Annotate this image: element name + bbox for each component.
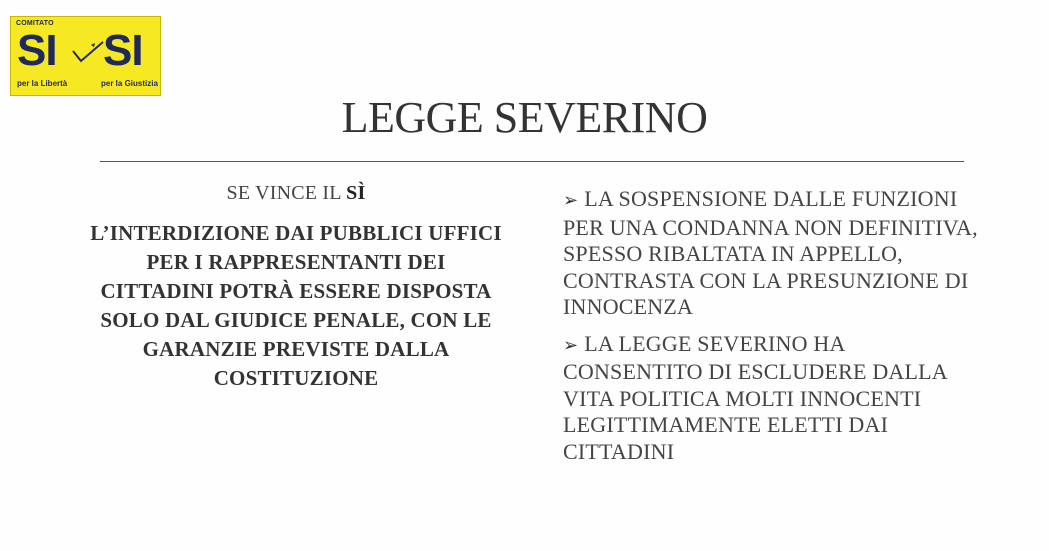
se-vince-prefix: SE VINCE IL: [226, 182, 347, 204]
bullet-item: [563, 331, 983, 466]
bullet-text: LA LEGGE SEVERINO HA CONSENTITO DI ESCLUDERE DALLA VITA POLITICA MOLTI INNOCENTI LEGITTIMAMENTE ELETTI DAI CITTADINI: [563, 330, 947, 464]
bullet-item: [563, 186, 983, 321]
right-column: [563, 186, 983, 475]
logo-sub-left: per la Libertà: [17, 79, 68, 88]
comitato-logo: [10, 16, 161, 96]
logo-si-left: SI: [17, 26, 57, 75]
se-vince-heading: [90, 182, 502, 205]
left-body-text: L’INTERDIZIONE DAI PUBBLICI UFFICI PER I RAPPRESENTANTI DEI CITTADINI POTRÀ ESSERE DISPOSTA SOLO DAL GIUDICE PENALE, CON LE GARANZIE PREVISTE DALLA COSTITUZIONE: [90, 221, 502, 390]
logo-comitato-label: COMITATO: [16, 20, 54, 27]
title-divider: [100, 161, 964, 162]
arrow-bullet-icon: ➢: [563, 190, 579, 211]
left-column: [90, 182, 502, 393]
page-title: LEGGE SEVERINO: [341, 93, 708, 142]
arrow-bullet-icon: ➢: [563, 334, 579, 356]
checkmark-bird-icon: [71, 39, 105, 65]
bullet-text: LA SOSPENSIONE DALLE FUNZIONI PER UNA CONDANNA NON DEFINITIVA, SPESSO RIBALTATA IN APPELLO, CONTRASTA CON LA PRESUNZIONE DI INNOCENZA: [563, 186, 978, 319]
logo-sub-right: per la Giustizia: [101, 79, 158, 88]
se-vince-bold: SÌ: [346, 182, 366, 204]
logo-si-right: SI: [103, 26, 143, 75]
